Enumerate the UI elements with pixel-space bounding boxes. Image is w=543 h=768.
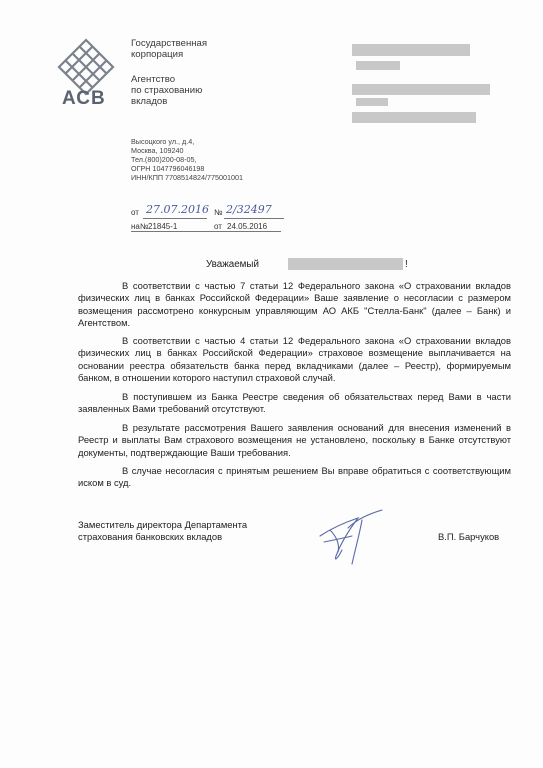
ref-number: 2/32497 [226,203,272,216]
salutation-end: ! [405,259,408,270]
paragraph-text: В соответствии с частью 7 статьи 12 Федерального закона «О страховании вкладов физических лиц в банках Российской Федерации» Ваше заявление о несогласии с размером возмещения рассмотрено конкурсным управляющим АО АКБ "Стелла-Банк" (далее – Банк) и Агентством. [78,280,511,329]
body-paragraph [78,422,511,459]
recipient-redaction [356,61,400,70]
logo-text: АСВ [62,88,106,109]
ref-incoming-prefix: на№ [131,222,149,231]
signer-position [78,519,247,544]
address-line: Москва, 109240 [131,146,184,156]
address-line: Тел.(800)200-08-05, [131,155,197,165]
org-line: корпорация [131,49,184,60]
recipient-redaction [352,112,476,123]
body-paragraph [78,465,511,490]
body-paragraph [78,335,511,385]
signer-position-line: страхования банковских вкладов [78,531,223,543]
ref-underline [143,218,207,219]
agency-line: Агентство [131,74,176,85]
paragraph-text: В случае несогласия с принятым решением Вы вправе обратиться с соответствующим иском в суд. [78,465,511,489]
ref-incoming-date-prefix: от [214,222,222,231]
signer-name: В.П. Барчуков [438,531,500,542]
ref-underline [131,231,281,232]
salutation-word: Уважаемый [206,259,259,270]
ref-number-prefix: № [214,208,223,217]
ref-incoming-date: 24.05.2016 [227,222,268,231]
handwritten-signature [312,506,392,568]
addressee-redaction [288,258,403,270]
body-paragraph [78,280,511,330]
ref-from-prefix: от [131,208,139,217]
recipient-redaction [352,84,490,95]
sender-address [131,137,243,182]
agency-name [131,74,202,107]
agency-line: по страхованию [131,85,203,96]
paragraph-text: В соответствии с частью 4 статьи 12 Федерального закона «О страховании вкладов физических лиц в банках Российской Федерации» страховое возмещение выплачивается на основании реестра обязательств банка перед вкладчиками (далее – Реестр), формируемым банком, в отношении которого наступил страховой случай. [78,335,511,384]
recipient-redaction [356,98,388,106]
ref-from-date: 27.07.2016 [146,203,209,216]
org-line: Государственная [131,38,208,49]
body-paragraph [78,391,511,416]
address-line: Высоцкого ул., д.4, [131,137,195,146]
address-line: ОГРН 1047796046198 [131,164,205,174]
paragraph-text: В поступившем из Банка Реестре сведения об обязательствах перед Вами в части заявленных Вами требований отсутствуют. [78,391,511,415]
agency-line: вкладов [131,96,168,107]
ref-underline [224,218,284,219]
org-type [131,38,207,60]
recipient-redaction [352,44,470,56]
paragraph-text: В результате рассмотрения Вашего заявления оснований для внесения изменений в Реестр и выплаты Вам страхового возмещения не установлено, поскольку в Банке отсутствуют документы, подтверждающие Ваши требования. [78,422,511,458]
signer-position-line: Заместитель директора Департамента [78,519,248,530]
ref-incoming-number: 21845-1 [148,222,178,231]
address-line: ИНН/КПП 7708514824/775001001 [131,173,244,183]
